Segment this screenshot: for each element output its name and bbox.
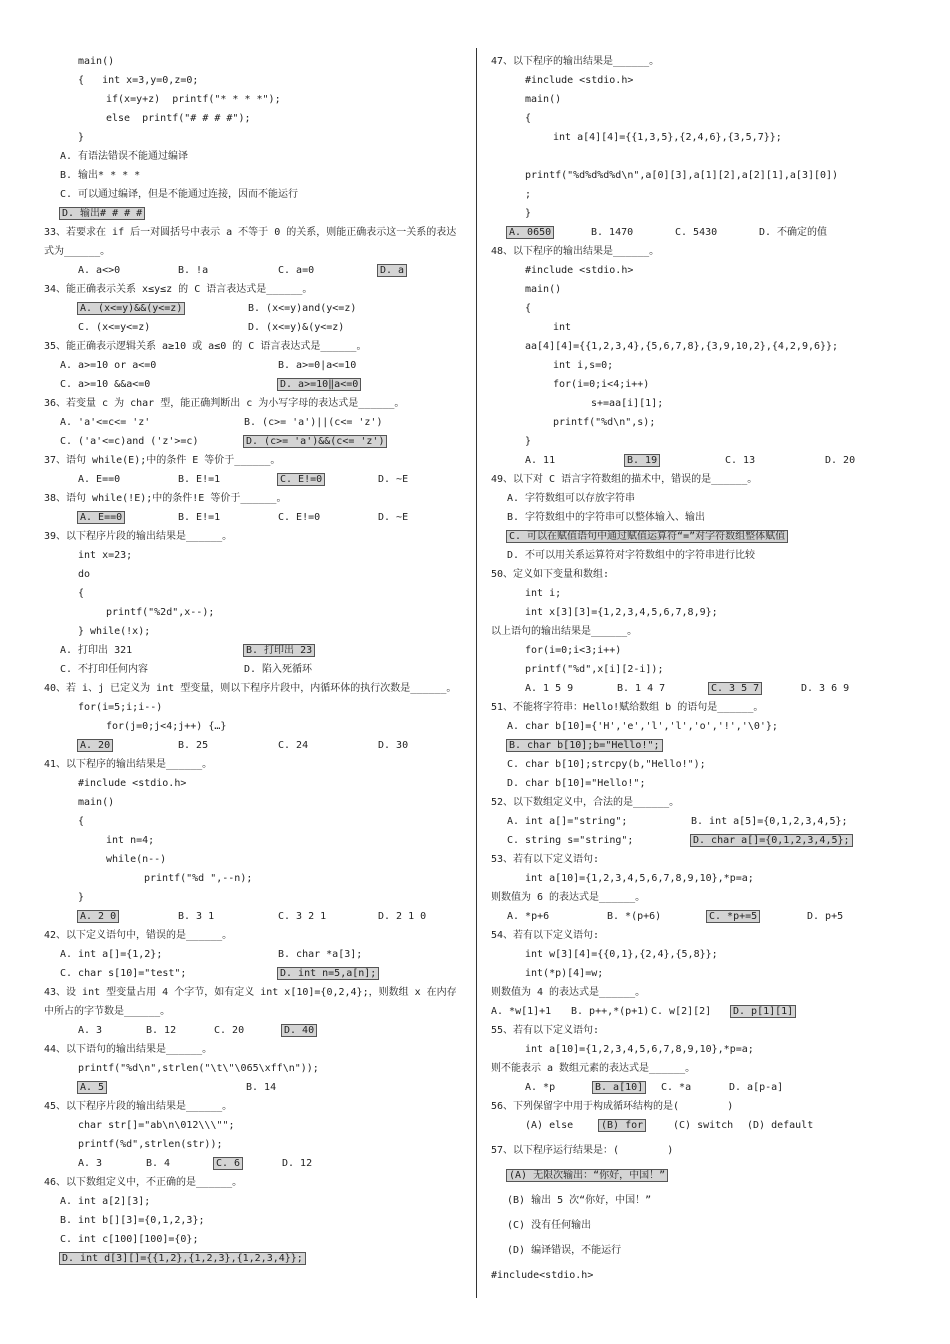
- text-line: for(j=0;j<4;j++) {…}: [106, 721, 227, 732]
- option-row: [491, 223, 911, 242]
- option: A. *p+6: [507, 911, 550, 922]
- column-divider: [476, 48, 477, 1298]
- answer-highlight: D. int n=5,a[n];: [280, 968, 377, 979]
- option: C. 3 2 1: [278, 911, 327, 922]
- option: (C) switch: [673, 1120, 734, 1131]
- text-line: for(i=0;i<3;i++): [525, 645, 622, 656]
- text-line: printf("%d",x[i][2-i]);: [525, 664, 664, 675]
- option-row: [44, 964, 462, 983]
- text-line: #include <stdio.h>: [78, 778, 187, 789]
- text-line: int: [553, 322, 572, 333]
- text-line: 48、以下程序的输出结果是______。: [491, 246, 660, 257]
- option: A. 3: [78, 1025, 103, 1036]
- text-line: #include <stdio.h>: [525, 265, 634, 276]
- option: D. 陷入死循环: [244, 664, 313, 675]
- text-line: #include <stdio.h>: [525, 75, 634, 86]
- option: B. 1470: [591, 227, 634, 238]
- option: B. 3 1: [178, 911, 215, 922]
- text-line: B. 输出* * * *: [60, 170, 141, 181]
- option: D. p+5: [807, 911, 844, 922]
- option: B. char *a[3];: [278, 949, 363, 960]
- option-row: [491, 831, 911, 850]
- option: C. a>=10 &&a<=0: [60, 379, 151, 390]
- option-row: [44, 413, 462, 432]
- text-line: ;: [525, 189, 532, 200]
- text-line: [44, 1249, 462, 1268]
- option: C. 不打印任何内容: [60, 664, 149, 675]
- text-line: 55、若有以下定义语句:: [491, 1025, 600, 1036]
- text-line: int w[3][4]={{0,1},{2,4},{5,8}};: [525, 949, 718, 960]
- option: B. p++,*(p+1): [571, 1006, 650, 1017]
- text-line: 35、能正确表示逻辑关系 a≥10 或 a≤0 的 C 语言表达式是______。: [44, 341, 367, 352]
- option: D. 2 1 0: [378, 911, 427, 922]
- answer-highlight: D. (c>= 'a')&&(c<= 'z'): [246, 436, 385, 447]
- answer-highlight: D. 输出# # # #: [62, 208, 143, 219]
- option-row: [491, 451, 911, 470]
- option-row: [44, 299, 462, 318]
- option: D. a[p-a]: [729, 1082, 784, 1093]
- text-line: 52、以下数组定义中，合法的是______。: [491, 797, 680, 808]
- option: D. 3 6 9: [801, 683, 850, 694]
- text-line: 50、定义如下变量和数组:: [491, 569, 610, 580]
- option: C. char s[10]="test";: [60, 968, 187, 979]
- text-line: [44, 204, 462, 223]
- text-line: (C) 没有任何输出: [507, 1220, 592, 1231]
- option-row: [491, 1116, 911, 1135]
- option: A. int a[]="string";: [507, 816, 628, 827]
- text-line: 以上语句的输出结果是______。: [491, 626, 638, 637]
- option-row: [44, 508, 462, 527]
- answer-highlight: (A) 无限次输出：“你好，中国！”: [509, 1170, 666, 1181]
- option: D. 30: [378, 740, 409, 751]
- answer-highlight: D. a>=10‖a<=0: [280, 379, 359, 390]
- text-line: { int x=3,y=0,z=0;: [78, 75, 199, 86]
- option: C. a=0: [278, 265, 315, 276]
- option: [78, 907, 178, 926]
- text-line: int n=4;: [106, 835, 155, 846]
- text-line: 则不能表示 a 数组元素的表达式是______。: [491, 1063, 696, 1074]
- option: C. 13: [725, 455, 756, 466]
- option: C. (x<=y<=z): [78, 322, 151, 333]
- option: D. (x<=y)&(y<=z): [248, 322, 345, 333]
- option-row: [44, 1154, 462, 1173]
- answer-highlight: A. 5: [80, 1082, 105, 1093]
- answer-highlight: D. p[1][1]: [733, 1006, 794, 1017]
- option: [78, 736, 178, 755]
- option: [707, 907, 807, 926]
- text-line: D. char b[10]="Hello!";: [507, 778, 646, 789]
- option-row: [44, 1021, 462, 1040]
- text-line: B. 字符数组中的字符串可以整体输入、输出: [507, 512, 706, 523]
- answer-highlight: A. (x<=y)&&(y<=z): [80, 303, 183, 314]
- text-line: main(): [78, 56, 115, 67]
- option: C. E!=0: [278, 512, 321, 523]
- option: A. 1 5 9: [525, 683, 574, 694]
- option: D. ~E: [378, 512, 409, 523]
- text-line: printf("%d ",--n);: [144, 873, 253, 884]
- text-line: 56、下列保留字中用于构成循环结构的是( ): [491, 1101, 734, 1112]
- text-line: 38、语句 while(!E);中的条件!E 等价于______。: [44, 493, 287, 504]
- text-line: for(i=0;i<4;i++): [553, 379, 650, 390]
- text-line: 45、以下程序片段的输出结果是______。: [44, 1101, 233, 1112]
- answer-highlight: B. 打印出 23: [246, 645, 313, 656]
- option-row: [44, 736, 462, 755]
- option: A. 打印出 321: [60, 645, 133, 656]
- text-line: s+=aa[i][1];: [591, 398, 664, 409]
- option: B. E!=1: [178, 512, 221, 523]
- text-line: (D) 编译错误，不能运行: [507, 1245, 622, 1256]
- text-line: }: [78, 132, 85, 143]
- text-line: int i;: [525, 588, 562, 599]
- text-line: while(n--): [106, 854, 167, 865]
- text-line: 57、以下程序运行结果是：( ): [491, 1145, 674, 1156]
- text-line: else printf("# # # #");: [106, 113, 251, 124]
- option: (D) default: [747, 1120, 814, 1131]
- text-line: 51、不能将字符串：Hello!赋给数组 b 的语句是______。: [491, 702, 764, 713]
- answer-highlight: C. E!=0: [280, 474, 323, 485]
- option-row: [491, 907, 911, 926]
- text-line: aa[4][4]={{1,2,3,4},{5,6,7,8},{3,9,10,2},{4,2,9,6}};: [525, 341, 839, 352]
- text-line: 44、以下语句的输出结果是______。: [44, 1044, 213, 1055]
- option: (A) else: [525, 1120, 574, 1131]
- option: [378, 261, 478, 280]
- option: B. a>=0|a<=10: [278, 360, 357, 371]
- option-row: [44, 375, 462, 394]
- option: [731, 1002, 811, 1021]
- option: B. 25: [178, 740, 209, 751]
- option: A. *w[1]+1: [491, 1006, 552, 1017]
- text-line: printf(%d",strlen(str));: [78, 1139, 223, 1150]
- option-row: [44, 641, 462, 660]
- answer-highlight: B. 19: [627, 455, 658, 466]
- answer-highlight: C. 可以在赋值语句中通过赋值运算符“=”对字符数组整体赋值: [509, 531, 786, 542]
- text-line: printf("%d%d%d%d\n",a[0][3],a[1][2],a[2][1],a[3][0]): [525, 170, 839, 181]
- text-line: 36、若变量 c 为 char 型，能正确判断出 c 为小写字母的表达式是______。: [44, 398, 405, 409]
- option: B. (x<=y)and(y<=z): [248, 303, 357, 314]
- option: [278, 470, 378, 489]
- option-row: [44, 1078, 462, 1097]
- option: C. 24: [278, 740, 309, 751]
- text-line: 33、若要求在 if 后一对圆括号中表示 a 不等于 0 的关系，则能正确表示这一关系的表达式为______。: [44, 227, 457, 257]
- text-line: [491, 1166, 911, 1185]
- option: C. ('a'<=c)and ('z'>=c): [60, 436, 199, 447]
- option: [214, 1154, 282, 1173]
- text-line: 则数值为 6 的表达式是______。: [491, 892, 646, 903]
- text-line: if(x=y+z) printf("* * * *");: [106, 94, 281, 105]
- option: A. *p: [525, 1082, 556, 1093]
- option: A. 11: [525, 455, 556, 466]
- option-row: [44, 318, 462, 337]
- option: B. 4: [146, 1158, 171, 1169]
- option: C. *a: [661, 1082, 692, 1093]
- option: [78, 508, 178, 527]
- option-row: [44, 945, 462, 964]
- answer-highlight: C. 6: [216, 1158, 241, 1169]
- option: A. int a[]={1,2};: [60, 949, 163, 960]
- text-line: main(): [525, 284, 562, 295]
- text-line: {: [78, 588, 85, 599]
- text-line: int a[10]={1,2,3,4,5,6,7,8,9,10},*p=a;: [525, 873, 754, 884]
- option: C. 5430: [675, 227, 718, 238]
- option-row: [491, 1002, 911, 1021]
- text-line: main(): [525, 94, 562, 105]
- answer-highlight: C. 3 5 7: [711, 683, 760, 694]
- answer-highlight: C. *p+=5: [709, 911, 758, 922]
- text-line: char str[]="ab\n\012\\\"";: [78, 1120, 235, 1131]
- option: D. 不确定的值: [759, 227, 828, 238]
- text-line: [491, 527, 911, 546]
- option: [593, 1078, 661, 1097]
- answer-highlight: D. 40: [284, 1025, 315, 1036]
- text-line: }: [78, 892, 85, 903]
- text-line: printf("%2d",x--);: [106, 607, 215, 618]
- option: A. a>=10 or a<=0: [60, 360, 157, 371]
- text-line: C. char b[10];strcpy(b,"Hello!");: [507, 759, 706, 770]
- option: [709, 679, 801, 698]
- option: [78, 1078, 246, 1097]
- text-line: 54、若有以下定义语句:: [491, 930, 600, 941]
- text-line: 46、以下数组定义中，不正确的是______。: [44, 1177, 243, 1188]
- option: B. 1 4 7: [617, 683, 666, 694]
- option: [599, 1116, 673, 1135]
- option: D. ~E: [378, 474, 409, 485]
- answer-highlight: A. 20: [80, 740, 111, 751]
- text-line: B. int b[][3]={0,1,2,3};: [60, 1215, 205, 1226]
- option: D. 12: [282, 1158, 313, 1169]
- text-line: 53、若有以下定义语句:: [491, 854, 600, 865]
- option: B. 12: [146, 1025, 177, 1036]
- text-line: 43、设 int 型变量占用 4 个字节，如有定义 int x[10]={0,2,4};，则数组 x 在内存中所占的字节数是______。: [44, 987, 457, 1017]
- text-line: int a[4][4]={{1,3,5},{2,4,6},{3,5,7}};: [553, 132, 782, 143]
- option: [507, 223, 591, 242]
- text-line: [491, 147, 911, 166]
- text-line: 40、若 i、j 已定义为 int 型变量，则以下程序片段中，内循环体的执行次数是______。: [44, 683, 457, 694]
- text-line: 41、以下程序的输出结果是______。: [44, 759, 213, 770]
- answer-highlight: B. char b[10];b="Hello!";: [509, 740, 660, 751]
- option: B. (c>= 'a')||(c<= 'z'): [244, 417, 383, 428]
- text-line: 47、以下程序的输出结果是______。: [491, 56, 660, 67]
- option-row: [491, 679, 911, 698]
- text-line: }: [525, 208, 532, 219]
- text-line: int a[10]={1,2,3,4,5,6,7,8,9,10},*p=a;: [525, 1044, 754, 1055]
- option: B. E!=1: [178, 474, 221, 485]
- option: D. 20: [825, 455, 856, 466]
- option-row: [491, 1078, 911, 1097]
- option-row: [491, 812, 911, 831]
- option: [691, 831, 875, 850]
- text-line: int i,s=0;: [553, 360, 614, 371]
- option: B. *(p+6): [607, 911, 662, 922]
- text-line: int x[3][3]={1,2,3,4,5,6,7,8,9};: [525, 607, 718, 618]
- text-line: {: [525, 113, 532, 124]
- left-column: [44, 52, 462, 1268]
- text-line: (B) 输出 5 次“你好，中国！”: [507, 1195, 652, 1206]
- text-line: C. 可以通过编译，但是不能通过连接，因而不能运行: [60, 189, 299, 200]
- text-line: for(i=5;i;i--): [78, 702, 163, 713]
- option: A. 3: [78, 1158, 103, 1169]
- text-line: main(): [78, 797, 115, 808]
- text-line: do: [78, 569, 91, 580]
- text-line: printf("%d\n",s);: [553, 417, 656, 428]
- text-line: 42、以下定义语句中，错误的是______。: [44, 930, 233, 941]
- text-line: printf("%d\n",strlen("\t\"\065\xff\n"));: [78, 1063, 319, 1074]
- answer-highlight: A. E==0: [80, 512, 123, 523]
- option: C. 20: [214, 1025, 245, 1036]
- text-line: }: [525, 436, 532, 447]
- text-line: A. char b[10]={'H','e','l','l','o','!','\0'};: [507, 721, 778, 732]
- option: [244, 432, 428, 451]
- answer-highlight: B. a[10]: [595, 1082, 644, 1093]
- option: B. int a[5]={0,1,2,3,4,5};: [691, 816, 848, 827]
- answer-highlight: D. char a[]={0,1,2,3,4,5};: [693, 835, 850, 846]
- text-line: {: [78, 816, 85, 827]
- option: [282, 1021, 350, 1040]
- right-column: [491, 52, 911, 1285]
- option-row: [44, 907, 462, 926]
- text-line: C. int c[100][100]={0};: [60, 1234, 199, 1245]
- option: C. w[2][2]: [651, 1006, 712, 1017]
- answer-highlight: A. 0650: [509, 227, 552, 238]
- text-line: 37、语句 while(E);中的条件 E 等价于______。: [44, 455, 281, 466]
- text-line: A. int a[2][3];: [60, 1196, 151, 1207]
- text-line: A. 有语法错误不能通过编译: [60, 151, 189, 162]
- option: A. a<>0: [78, 265, 121, 276]
- text-line: #include<stdio.h>: [491, 1270, 594, 1281]
- answer-highlight: A. 2 0: [80, 911, 117, 922]
- text-line: [491, 736, 911, 755]
- text-line: 34、能正确表示关系 x≤y≤z 的 C 语言表达式是______。: [44, 284, 313, 295]
- text-line: int x=23;: [78, 550, 133, 561]
- option-row: [44, 660, 462, 679]
- answer-highlight: D. int d[3][]={{1,2},{1,2,3},{1,2,3,4}};: [62, 1253, 303, 1264]
- option: C. string s="string";: [507, 835, 634, 846]
- option-row: [44, 261, 462, 280]
- answer-highlight: (B) for: [601, 1120, 644, 1131]
- text-line: D. 不可以用关系运算符对字符数组中的字符串进行比较: [507, 550, 756, 561]
- text-line: {: [525, 303, 532, 314]
- option-row: [44, 432, 462, 451]
- option-row: [44, 356, 462, 375]
- option: [278, 375, 496, 394]
- text-line: } while(!x);: [78, 626, 151, 637]
- option: A. 'a'<=c<= 'z': [60, 417, 151, 428]
- text-line: A. 字符数组可以存放字符串: [507, 493, 636, 504]
- option: A. E==0: [78, 474, 121, 485]
- answer-highlight: D. a: [380, 265, 405, 276]
- text-line: 39、以下程序片段的输出结果是______。: [44, 531, 233, 542]
- option: [78, 299, 248, 318]
- option: [244, 641, 428, 660]
- option: B. 14: [246, 1082, 277, 1093]
- option: [278, 964, 496, 983]
- text-line: 则数值为 4 的表达式是______。: [491, 987, 646, 998]
- option-row: [44, 470, 462, 489]
- option: [625, 451, 725, 470]
- option: B. !a: [178, 265, 209, 276]
- text-line: 49、以下对 C 语言字符数组的描术中，错误的是______。: [491, 474, 758, 485]
- text-line: int(*p)[4]=w;: [525, 968, 604, 979]
